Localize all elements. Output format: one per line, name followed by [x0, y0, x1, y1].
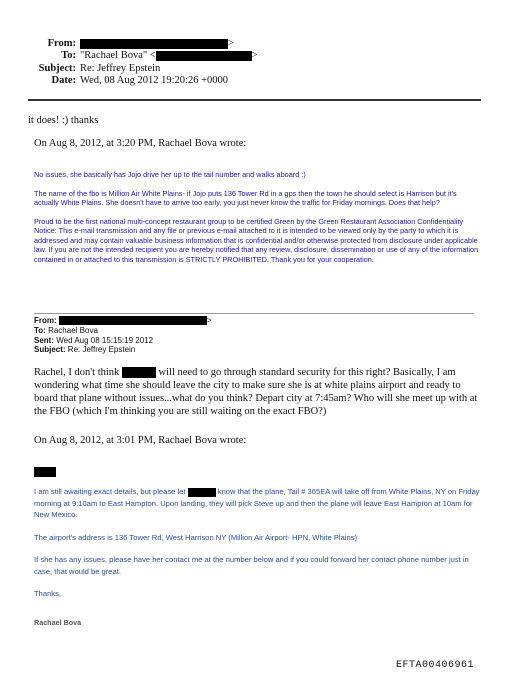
header2-subject — [34, 345, 474, 355]
header2-to — [34, 326, 474, 336]
redaction-bar — [188, 488, 216, 497]
to-value: Rachael Bova — [48, 325, 98, 335]
from-end: > — [206, 316, 212, 325]
from-label: From: — [34, 316, 57, 325]
quoted-paragraph: The airport's address is 136 Tower Rd, West Harrison NY (Million Air Airport- HPN, White Plains) — [34, 532, 358, 542]
header-divider — [28, 99, 481, 101]
message-part: Rachel, I don't think — [34, 367, 120, 378]
header2-from — [34, 316, 474, 326]
quoted-message-2 — [34, 486, 480, 628]
subject-label: Subject: — [38, 63, 76, 74]
to-name: "Rachael Bova" < — [80, 50, 156, 61]
header2-sent — [34, 336, 474, 346]
sent-value: Wed Aug 08 15:15:19 2012 — [56, 335, 154, 345]
quoted-paragraph — [34, 486, 480, 521]
redaction-bar — [156, 51, 252, 61]
sent-label: Sent: — [34, 335, 54, 345]
quoted-message-1 — [34, 170, 480, 264]
to-end: > — [251, 50, 258, 61]
from-value — [80, 38, 234, 49]
quoted-paragraph: No issues, she basically has Jojo drive her up to the tail number and walks aboard :) — [34, 170, 306, 179]
quoted-paragraph: If she has any issues, please have her contact me at the number below and if you could forward her contact phone number just in case, that would be great. — [34, 555, 469, 576]
from-label: From: — [47, 38, 76, 49]
subject-value: Re: Jeffrey Epstein — [80, 63, 161, 74]
redaction-bar — [122, 367, 156, 378]
bates-number: EFTA00406961 — [396, 660, 475, 671]
confidentiality-notice: Proud to be the first national multi-concept restaurant group to be certified Green by the Green Restaurant Association Confidentiality Notice: This e-mail transmission and any file or previous e-mail attached to it is intended to be viewed only by the party to which it is addressed and may contain valuable business information that is confidential and/or otherwise protected from disclosure under applicable law. If you are not the intended recipient you are hereby notified that any review, disclosure, dissemination or use of any of the information contained in or attached to this transmission is STRICTLY PROHIBITED. Thank you for your cooperation. — [34, 216, 479, 264]
subject-label: Subject: — [34, 345, 66, 355]
quote-intro: On Aug 8, 2012, at 3:20 PM, Rachael Bova wrote: — [34, 138, 247, 149]
subject-value: Re: Jeffrey Epstein — [67, 345, 136, 355]
email-header-2 — [34, 316, 474, 355]
header2-divider — [34, 313, 474, 314]
to-label: To: — [34, 325, 46, 335]
signature: Rachael Bova — [34, 617, 82, 627]
from-end: > — [228, 38, 234, 49]
quoted-paragraph: Thanks, — [34, 589, 62, 598]
quote-intro-2: On Aug 8, 2012, at 3:01 PM, Rachael Bova wrote: — [34, 435, 247, 446]
redaction-bar — [59, 316, 207, 325]
redaction-bar — [34, 467, 56, 477]
quoted-paragraph: The name of the fbo is Million Air White Plains- if Jojo puts 136 Tower Rd in a gps then the town he should select is Harrison but it's actually White Plains. She doesn't have to arrive too early, you just never know the traffic for Friday mornings. Does that help? — [34, 188, 457, 207]
quoted-text: I am still awaiting exact details, but please let — [34, 487, 186, 496]
message-part: will need to go through standard security for this right? Basically, I am wondering what time she should leave the city to make sure she is at white plains airport and ready to board that plane without issues...what do you think? Depart city at 7:45am? Who will she meet up with at the FBO (which I'm thinking you are still waiting on the exact FBO?) — [34, 367, 478, 417]
date-value: Wed, 08 Aug 2012 19:20:26 +0000 — [80, 75, 228, 86]
message-2-body — [34, 366, 480, 418]
date-label: Date: — [51, 75, 76, 86]
to-value — [80, 50, 258, 61]
redaction-bar — [80, 39, 228, 49]
to-label: To: — [61, 50, 76, 61]
quoted-text: know that the plane, Tail # 365EA will take off from White Plains, NY on Friday morning at 9:10am to East Hampton. Upon landing, they will pick Steve up and then the plane will leave East Hampton at 10am for New Mexico. — [34, 487, 480, 519]
reply-body: it does! :) thanks — [28, 115, 99, 126]
